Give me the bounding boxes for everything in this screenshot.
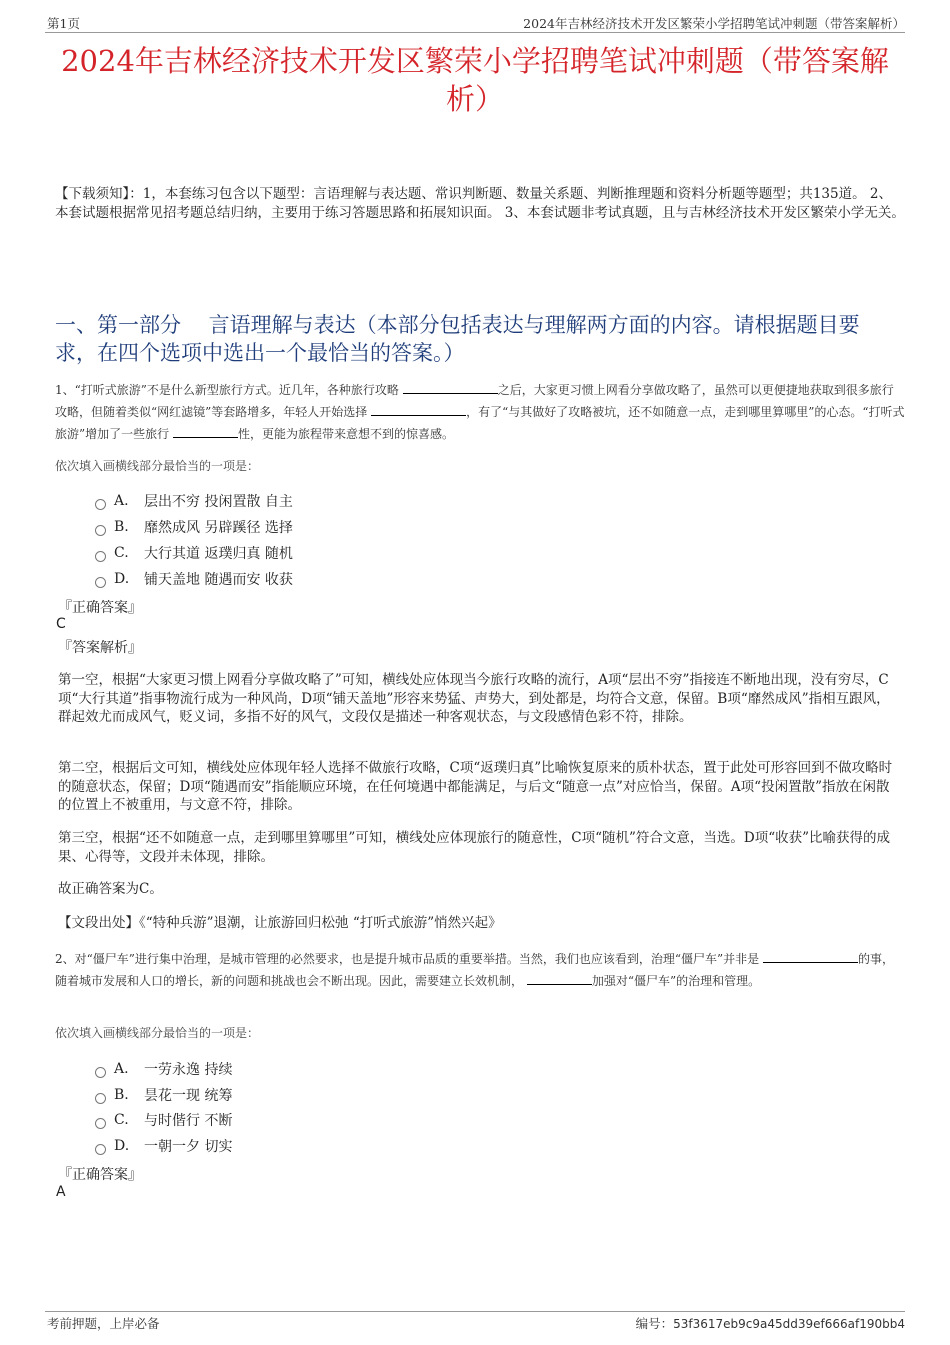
option-b[interactable]	[95, 517, 293, 537]
text-segment: 1、“打听式旅游”不是什么新型旅行方式。近几年，各种旅行攻略	[55, 383, 403, 397]
radio-icon[interactable]	[95, 577, 106, 588]
radio-icon[interactable]	[95, 1093, 106, 1104]
analysis-paragraph: 第二空，根据后文可知，横线处应体现年轻人选择不做旅行攻略，C项“返璞归真”比喻恢复原来的质朴状态，置于此处可形容回到不做攻略时的随意状态，保留；D项“随遇而安”指能顺应环境，在任何境遇中都能满足，与后文“随意一点”对应恰当，保留。A项“投闲置散”指放在闲散的位置上不被重用，与文意不符，排除。	[58, 760, 893, 813]
blank	[173, 425, 238, 438]
blank	[763, 950, 858, 963]
blank	[527, 972, 592, 985]
option-letter: C.	[114, 545, 129, 561]
section-heading: 一、第一部分 言语理解与表达（本部分包括表达与理解两方面的内容。请根据题目要求，在四个选项中选出一个最恰当的答案。）	[55, 313, 860, 365]
text-segment: ，有了“与其做好了攻略被坑，还不如随意一点，走到哪里算哪里”的心态。“打听式旅游”增加了一些旅行	[55, 405, 905, 441]
header-divider	[45, 32, 905, 33]
option-text: 铺天盖地 随遇而安 收获	[144, 572, 293, 588]
analysis-paragraph: 第一空，根据“大家更习惯上网看分享做攻略了”可知，横线处应体现当今旅行攻略的流行，A项“层出不穷”指接连不断地出现，没有穷尽，C项“大行其道”指事物流行成为一种风尚，D项“铺天盖地”形容来势猛、声势大，到处都是，均符合文意，保留。B项“靡然成风”指相互跟风，群起效尤而成风气，贬义词，多指不好的风气，文段仅是描述一种客观状态，与文段感情色彩不符，排除。	[58, 672, 890, 725]
code-label: 编号：	[635, 1316, 674, 1331]
radio-icon[interactable]	[95, 551, 106, 562]
radio-icon[interactable]	[95, 1144, 106, 1155]
option-d[interactable]	[95, 1136, 232, 1156]
option-b[interactable]	[95, 1085, 232, 1105]
question-1-prompt: 依次填入画横线部分最恰当的一项是：	[55, 459, 260, 473]
radio-icon[interactable]	[95, 1118, 106, 1129]
document-code	[636, 1314, 905, 1332]
option-d[interactable]	[95, 569, 293, 589]
option-text: 与时偕行 不断	[144, 1113, 233, 1129]
option-c[interactable]	[95, 543, 293, 563]
option-letter: A.	[114, 493, 129, 509]
answer-value: C	[56, 616, 66, 632]
question-2-text	[55, 948, 905, 992]
option-text: 层出不穷 投闲置散 自主	[144, 494, 293, 510]
question-2-prompt: 依次填入画横线部分最恰当的一项是：	[55, 1026, 260, 1040]
analysis-conclusion: 故正确答案为C。	[58, 881, 163, 897]
text-segment: 2、对“僵尸车”进行集中治理，是城市管理的必然要求，也是提升城市品质的重要举措。当然，我们也应该看到，治理“僵尸车”并非是	[55, 952, 763, 966]
option-letter: C.	[114, 1112, 129, 1128]
analysis-label: 『答案解析』	[58, 640, 142, 656]
option-text: 靡然成风 另辟蹊径 选择	[144, 520, 293, 536]
header-title: 2024年吉林经济技术开发区繁荣小学招聘笔试冲刺题（带答案解析）	[523, 16, 905, 31]
option-a[interactable]	[95, 491, 293, 511]
answer-label: 『正确答案』	[58, 1167, 142, 1183]
blank	[403, 381, 498, 394]
option-c[interactable]	[95, 1110, 232, 1130]
document-title: 2024年吉林经济技术开发区繁荣小学招聘笔试冲刺题（带答案解析）	[61, 44, 889, 116]
question-1-text	[55, 379, 905, 445]
radio-icon[interactable]	[95, 525, 106, 536]
analysis-paragraph: 第三空，根据“还不如随意一点，走到哪里算哪里”可知，横线处应体现旅行的随意性，C项“随机”符合文意，当选。D项“收获”比喻获得的成果、心得等，文段并未体现，排除。	[58, 830, 891, 865]
blank	[371, 403, 466, 416]
option-letter: A.	[114, 1061, 129, 1077]
option-letter: B.	[114, 519, 129, 535]
answer-value: A	[56, 1184, 66, 1200]
page-number: 第1页	[47, 16, 80, 31]
option-text: 昙花一现 统筹	[144, 1088, 233, 1104]
text-segment: 的事，随着城市发展和人口的增长，新的问题和挑战也会不断出现。因此，需要建立长效机制，	[55, 952, 895, 988]
footer-slogan: 考前押题，上岸必备	[47, 1316, 160, 1331]
option-letter: D.	[114, 1138, 130, 1154]
text-segment: 加强对“僵尸车”的治理和管理。	[591, 974, 761, 988]
option-text: 一朝一夕 切实	[144, 1139, 233, 1155]
option-letter: D.	[114, 571, 130, 587]
option-letter: B.	[114, 1087, 129, 1103]
radio-icon[interactable]	[95, 1067, 106, 1078]
text-segment: 之后，大家更习惯上网看分享做攻略了，虽然可以更便捷地获取到很多旅行攻略，但随着类似“网红滤镜”等套路增多，年轻人开始选择	[55, 383, 894, 419]
option-text: 一劳永逸 持续	[144, 1062, 233, 1078]
download-notice: 【下载须知】：1，本套练习包含以下题型：言语理解与表达题、常识判断题、数量关系题、判断推理题和资料分析题等题型；共135道。 2、本套试题根据常见招考题总结归纳，主要用于练习答题思路和拓展知识面。 3、本套试题非考试真题，且与吉林经济技术开发区繁荣小学无关。	[55, 186, 905, 221]
source-citation: 【文段出处】《“特种兵游”退潮，让旅游回归松弛 “打听式旅游”悄然兴起》	[58, 915, 502, 931]
option-text: 大行其道 返璞归真 随机	[144, 546, 293, 562]
radio-icon[interactable]	[95, 499, 106, 510]
text-segment: 性，更能为旅程带来意想不到的惊喜感。	[237, 427, 454, 441]
answer-label: 『正确答案』	[58, 600, 142, 616]
code-value: 53f3617eb9c9a45dd39ef666af190bb4	[673, 1317, 905, 1331]
option-a[interactable]	[95, 1059, 232, 1079]
footer-divider	[45, 1311, 905, 1312]
